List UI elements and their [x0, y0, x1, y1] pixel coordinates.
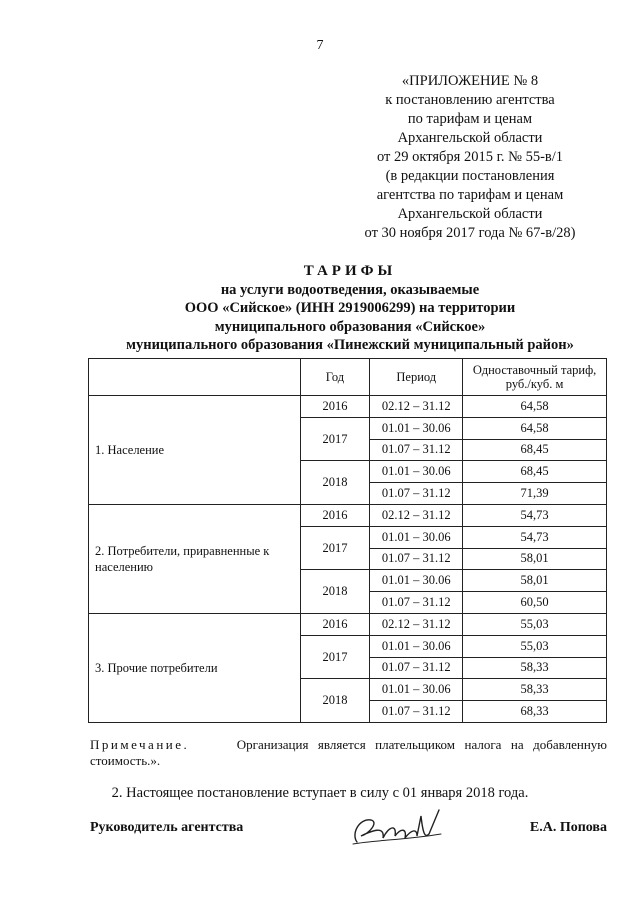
appendix-line: «ПРИЛОЖЕНИЕ № 8 [401, 73, 539, 89]
tariff-cell: 58,33 [463, 657, 607, 679]
signatory-name: Е.А. Попова [529, 820, 607, 835]
note-text: Организация является плательщиком налога на добавленную стоимость.». [90, 737, 607, 768]
document-title [80, 262, 620, 355]
note [90, 737, 607, 769]
year-cell: 2016 [300, 396, 370, 418]
appendix-line: к постановлению агентства [385, 92, 555, 108]
appendix-line: Архангельской области [397, 130, 543, 146]
period-cell: 01.07 – 31.12 [370, 657, 463, 679]
period-cell: 01.01 – 30.06 [370, 635, 463, 657]
tariff-cell: 68,45 [463, 461, 607, 483]
appendix-header [330, 72, 610, 243]
tariff-cell: 68,45 [463, 439, 607, 461]
tariff-cell: 54,73 [463, 504, 607, 526]
title-line: муниципального образования «Сийское» [214, 318, 486, 335]
appendix-line: по тарифам и ценам [407, 111, 533, 127]
period-cell: 02.12 – 31.12 [370, 396, 463, 418]
tariff-cell: 60,50 [463, 592, 607, 614]
header-category [89, 359, 301, 396]
period-cell: 01.07 – 31.12 [370, 548, 463, 570]
title-line: ООО «Сийское» (ИНН 2919006299) на территории [184, 300, 516, 316]
category-cell: 3. Прочие потребители [89, 613, 301, 722]
table-row [89, 396, 607, 418]
table-row [89, 504, 607, 526]
effective-date-clause: 2. Настоящее постановление вступает в силу с 01 января 2018 года. [111, 785, 529, 801]
tariff-cell: 71,39 [463, 483, 607, 505]
year-cell: 2017 [300, 635, 370, 679]
year-cell: 2017 [300, 417, 370, 461]
period-cell: 01.07 – 31.12 [370, 592, 463, 614]
year-cell: 2017 [300, 526, 370, 570]
table-row [89, 613, 607, 635]
appendix-line: (в редакции постановления [385, 168, 555, 184]
period-cell: 01.01 – 30.06 [370, 570, 463, 592]
appendix-line: агентства по тарифам и ценам [376, 187, 564, 203]
appendix-line: от 29 октября 2015 г. № 55-в/1 [376, 149, 564, 165]
period-cell: 01.01 – 30.06 [370, 417, 463, 439]
signatory-position: Руководитель агентства [90, 820, 244, 835]
period-cell: 01.07 – 31.12 [370, 483, 463, 505]
tariff-cell: 55,03 [463, 635, 607, 657]
period-cell: 02.12 – 31.12 [370, 504, 463, 526]
page-number: 7 [316, 38, 324, 53]
tariff-cell: 54,73 [463, 526, 607, 548]
period-cell: 01.07 – 31.12 [370, 701, 463, 723]
title-main: ТАРИФЫ [303, 263, 397, 279]
table-header-row [89, 359, 607, 396]
period-cell: 01.01 – 30.06 [370, 461, 463, 483]
period-cell: 01.01 – 30.06 [370, 526, 463, 548]
header-year: Год [300, 359, 370, 396]
year-cell: 2018 [300, 461, 370, 505]
title-line: на услуги водоотведения, оказываемые [220, 281, 480, 298]
year-cell: 2016 [300, 613, 370, 635]
year-cell: 2018 [300, 679, 370, 723]
title-line: муниципального образования «Пинежский муниципальный район» [126, 337, 574, 353]
tariffs-table [88, 358, 607, 723]
tariff-cell: 64,58 [463, 396, 607, 418]
header-period: Период [370, 359, 463, 396]
signature-row [90, 820, 607, 854]
tariff-cell: 58,01 [463, 548, 607, 570]
header-tariff: Одноставочный тариф, руб./куб. м [463, 359, 607, 396]
tariff-cell: 55,03 [463, 613, 607, 635]
category-cell: 1. Население [89, 396, 301, 505]
period-cell: 01.01 – 30.06 [370, 679, 463, 701]
year-cell: 2016 [300, 504, 370, 526]
period-cell: 01.07 – 31.12 [370, 439, 463, 461]
handwritten-signature [345, 804, 455, 854]
tariff-cell: 58,01 [463, 570, 607, 592]
period-cell: 02.12 – 31.12 [370, 613, 463, 635]
appendix-line: Архангельской области [397, 206, 543, 222]
tariff-cell: 64,58 [463, 417, 607, 439]
tariff-cell: 68,33 [463, 701, 607, 723]
note-label: Примечание. [90, 737, 190, 752]
appendix-line: от 30 ноября 2017 года № 67-в/28) [364, 225, 576, 241]
year-cell: 2018 [300, 570, 370, 614]
tariff-cell: 58,33 [463, 679, 607, 701]
category-cell: 2. Потребители, приравненные к населению [89, 504, 301, 613]
